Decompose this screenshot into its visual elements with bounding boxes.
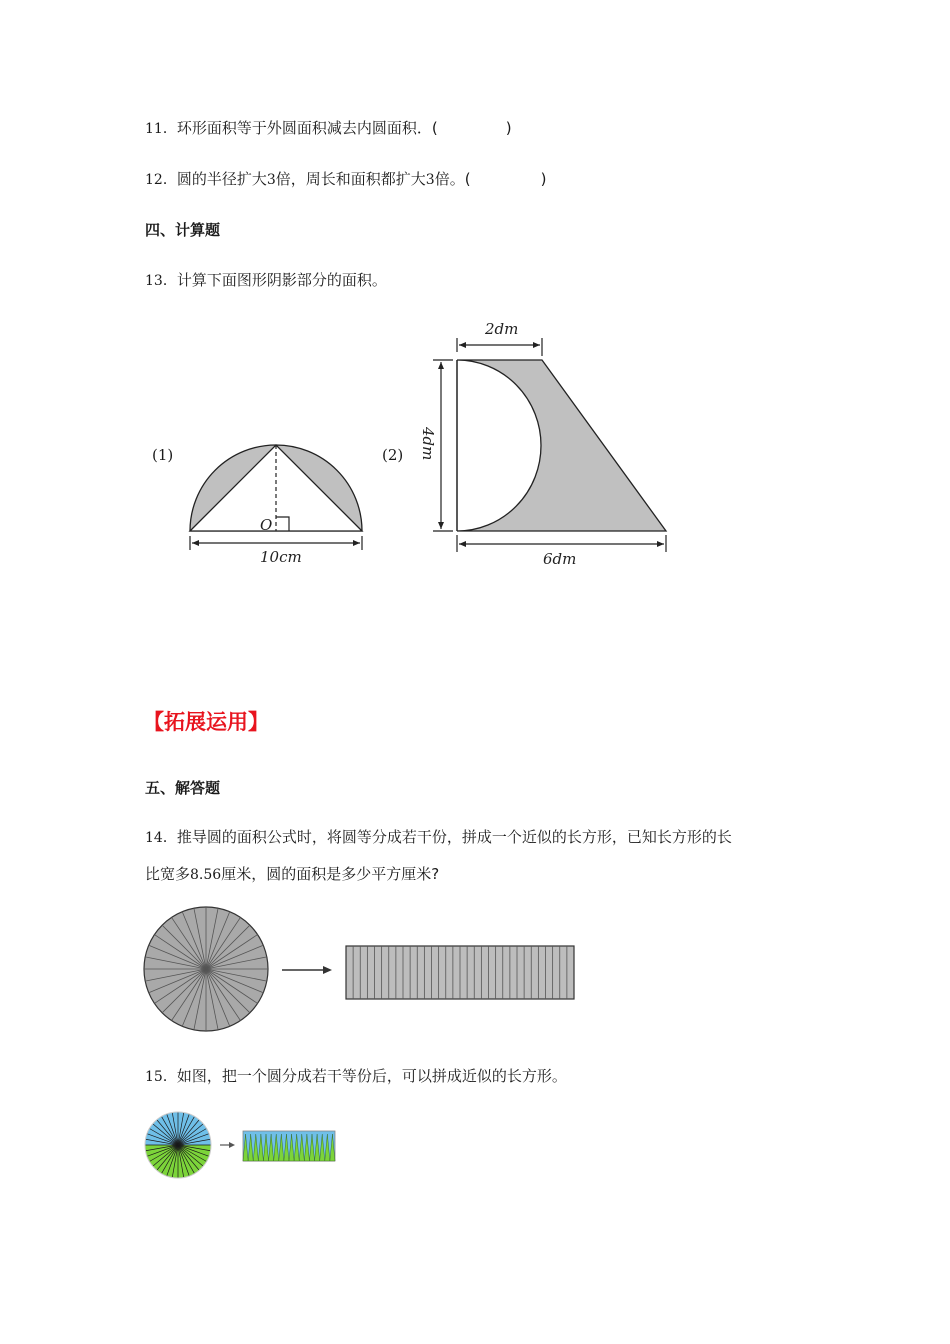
question-number: 12． [145,172,177,188]
question-number: 15． [145,1069,177,1085]
arrowhead-left-top [438,362,444,369]
arrowhead-left [192,540,199,546]
figure-2-trapezoid [405,312,680,577]
transform-arrow-head [323,966,332,974]
question-12 [145,169,546,190]
bottom-width-label: 6dm [543,550,577,568]
question-text: 环形面积等于外圆面积减去内圆面积．( [176,119,438,137]
question-13 [145,270,387,291]
extension-heading: 【拓展运用】 [143,710,269,734]
circle-sector-lines [144,907,268,1031]
question-text: 计算下面图形阴影部分的面积。 [176,271,387,289]
top-width-label: 2dm [485,320,519,338]
center-label: O [260,516,273,534]
paren-close: ) [505,119,512,137]
arrowhead-top-right [533,342,540,348]
question-text-line2-a: 比宽多 [145,865,191,883]
arrowhead-bottom-left [459,541,466,547]
question-text-line1: 推导圆的面积公式时，将圆等分成若干份，拼成一个近似的长方形，已知长方形的长 [176,828,732,846]
question-11 [145,118,512,139]
small-arrow-head [229,1142,235,1148]
factor-value-1: 3 [266,172,276,188]
question-text-line2-b: 厘米，圆的面积是多少平方厘米? [221,865,440,883]
arrowhead-left-bottom [438,522,444,529]
shaded-region [457,360,666,531]
arrowhead-right [353,540,360,546]
arrowhead-bottom-right [657,541,664,547]
question-number: 13． [145,273,177,289]
question-number: 11． [145,121,177,137]
figure-1-semicircle [180,436,375,571]
colored-circle [142,1110,214,1180]
question-text-a: 圆的半径扩大 [176,170,267,188]
paren-close: ) [540,170,547,188]
difference-value: 8.56 [190,867,222,883]
left-height-label: 4dm [419,427,437,461]
question-14-line2 [145,864,439,885]
figure-2-label: (2) [382,446,404,464]
width-label: 10cm [260,548,302,566]
question-15 [145,1066,567,1087]
question-text-c: 倍。( [434,170,471,188]
section-title-answer: 五、解答题 [145,779,221,797]
figure-1-label: (1) [152,446,174,464]
arrowhead-top-left [459,342,466,348]
question-text: 如图，把一个圆分成若干等份后，可以拼成近似的长方形。 [176,1067,567,1085]
figure-colored-circle-to-rectangle [142,1110,342,1180]
figure-circle-to-rectangle [140,905,580,1035]
question-number: 14． [145,830,177,846]
question-text-b: 倍，周长和面积都扩大 [275,170,426,188]
section-title-calculation: 四、计算题 [145,221,221,239]
factor-value-2: 3 [425,172,435,188]
question-14-line1 [145,827,732,848]
